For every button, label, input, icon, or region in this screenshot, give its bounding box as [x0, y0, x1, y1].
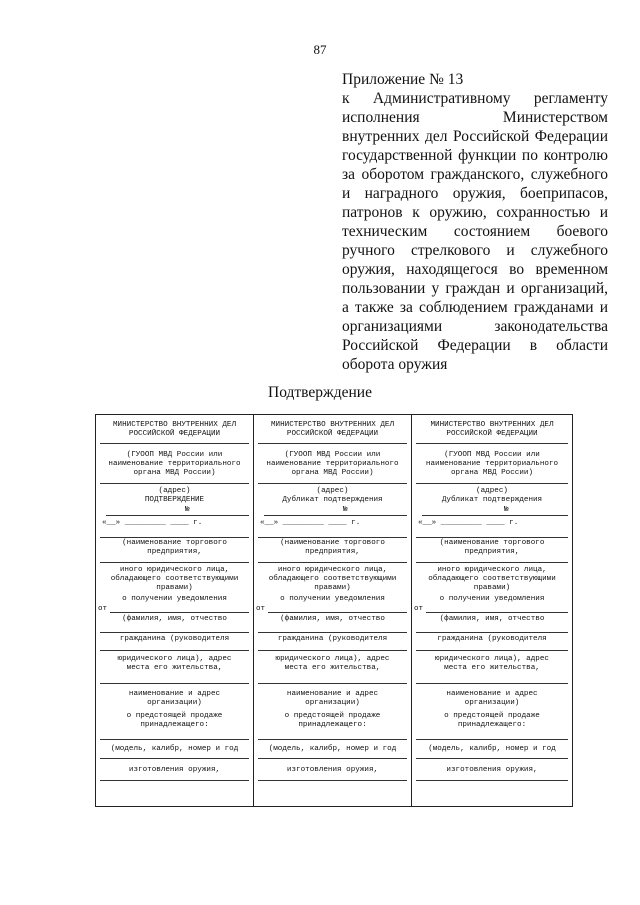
divider: [416, 758, 568, 759]
manufacture-label: изготовления оружия,: [128, 766, 221, 774]
address-label: (адрес): [158, 487, 191, 495]
document-title: Подтверждение: [268, 384, 372, 401]
org-name-label: (наименование торгового предприятия,: [280, 539, 385, 556]
divider: [258, 739, 407, 740]
notice-label: о получении уведомления: [280, 595, 385, 603]
form-column-duplicate: [254, 415, 412, 806]
ministry-header: МИНИСТЕРСТВО ВНУТРЕННИХ ДЕЛ РОССИЙСКОЙ ФЕДЕРАЦИИ: [112, 421, 237, 438]
fio-label: (фамилия, имя, отчество: [439, 615, 545, 623]
legal-entity-label: иного юридического лица, обладающего соответствующими правами): [268, 566, 397, 592]
appendix-text: к Административному регламенту исполнения Министерством внутренних дел Российской Федерации государственной функции по контролю за оборотом гражданского, служебного и наградного оружия, боеприпасов, патронов к оружию, сохранностью и техническим состоянием боевого ручного стрелкового и служебного оружия, находящегося во временном пользовании у граждан и организаций, а также за соблюдением гражданами и организациями законодательства Российской Федерации в области оборота оружия: [342, 90, 608, 373]
model-label: (модель, калибр, номер и год: [268, 745, 397, 753]
fio-label: (фамилия, имя, отчество: [122, 615, 227, 623]
divider: [258, 562, 407, 563]
address-label: (адрес): [316, 487, 349, 495]
manufacture-label: изготовления оружия,: [286, 766, 379, 774]
from-label: от: [98, 605, 108, 613]
date-line: «__» _________ ____ г.: [418, 519, 519, 527]
divider: [100, 739, 249, 740]
model-label: (модель, калибр, номер и год: [428, 745, 556, 753]
model-label: (модель, калибр, номер и год: [110, 745, 239, 753]
upcoming-sale-label: о предстоящей продаже принадлежащего:: [284, 712, 381, 729]
divider: [258, 758, 407, 759]
org-name-address-label: наименование и адрес организации): [128, 690, 221, 707]
from-line: [110, 612, 249, 613]
divider: [258, 780, 407, 781]
org-name-address-label: наименование и адрес организации): [286, 690, 379, 707]
number-line: [264, 515, 407, 516]
divider: [258, 632, 407, 633]
document-type: Дубликат подтверждения: [441, 496, 543, 504]
number-line: [422, 515, 568, 516]
legal-address-label: юридического лица), адрес места его жительства,: [275, 655, 390, 672]
ministry-header: МИНИСТЕРСТВО ВНУТРЕННИХ ДЕЛ РОССИЙСКОЙ ФЕДЕРАЦИИ: [430, 421, 554, 438]
notice-label: о получении уведомления: [122, 595, 227, 603]
divider: [416, 683, 568, 684]
notice-label: о получении уведомления: [439, 595, 545, 603]
citizen-label: гражданина (руководителя: [437, 635, 547, 643]
authority-label: (ГУООП МВД России или наименование территориального органа МВД России): [425, 451, 559, 477]
upcoming-sale-label: о предстоящей продаже принадлежащего:: [126, 712, 223, 729]
page-number: 87: [313, 42, 327, 57]
number-line: [106, 515, 249, 516]
citizen-label: гражданина (руководителя: [119, 635, 230, 643]
ministry-header: МИНИСТЕРСТВО ВНУТРЕННИХ ДЕЛ РОССИЙСКОЙ ФЕДЕРАЦИИ: [270, 421, 395, 438]
org-name-label: (наименование торгового предприятия,: [122, 539, 227, 556]
date-line: «__» _________ ____ г.: [260, 519, 361, 527]
divider: [100, 650, 249, 651]
divider: [416, 780, 568, 781]
org-name-label: (наименование торгового предприятия,: [439, 539, 545, 556]
divider: [100, 632, 249, 633]
form-column-duplicate-second: [412, 415, 572, 806]
from-line: [426, 612, 568, 613]
appendix-title: Приложение № 13: [342, 71, 464, 88]
divider: [100, 443, 249, 444]
org-name-address-label: наименование и адрес организации): [446, 690, 538, 707]
divider: [416, 483, 568, 484]
from-line: [268, 612, 407, 613]
date-line: «__» _________ ____ г.: [102, 519, 203, 527]
divider: [100, 537, 249, 538]
document-type: ПОДТВЕРЖДЕНИЕ: [144, 496, 205, 504]
number-sign: №: [343, 506, 348, 514]
legal-address-label: юридического лица), адрес места его жительства,: [117, 655, 232, 672]
divider: [258, 443, 407, 444]
divider: [416, 632, 568, 633]
divider: [416, 739, 568, 740]
divider: [100, 780, 249, 781]
manufacture-label: изготовления оружия,: [446, 766, 538, 774]
divider: [258, 537, 407, 538]
divider: [100, 683, 249, 684]
divider: [100, 483, 249, 484]
from-label: от: [414, 605, 424, 613]
fio-label: (фамилия, имя, отчество: [280, 615, 385, 623]
number-sign: №: [185, 506, 190, 514]
divider: [100, 758, 249, 759]
number-sign: №: [504, 506, 509, 514]
divider: [416, 443, 568, 444]
document-type: Дубликат подтверждения: [282, 496, 383, 504]
legal-address-label: юридического лица), адрес места его жительства,: [435, 655, 549, 672]
upcoming-sale-label: о предстоящей продаже принадлежащего:: [444, 712, 540, 729]
authority-label: (ГУООП МВД России или наименование территориального органа МВД России): [266, 451, 399, 477]
divider: [416, 537, 568, 538]
divider: [258, 483, 407, 484]
appendix-header: [342, 70, 608, 374]
authority-label: (ГУООП МВД России или наименование территориального органа МВД России): [108, 451, 241, 477]
legal-entity-label: иного юридического лица, обладающего соответствующими правами): [428, 566, 556, 592]
citizen-label: гражданина (руководителя: [277, 635, 388, 643]
legal-entity-label: иного юридического лица, обладающего соответствующими правами): [110, 566, 239, 592]
from-label: от: [256, 605, 266, 613]
divider: [416, 650, 568, 651]
divider: [258, 683, 407, 684]
confirmation-form-table: [95, 414, 573, 807]
divider: [416, 562, 568, 563]
form-column-original: [96, 415, 254, 806]
divider: [100, 562, 249, 563]
address-label: (адрес): [476, 487, 508, 495]
divider: [258, 650, 407, 651]
